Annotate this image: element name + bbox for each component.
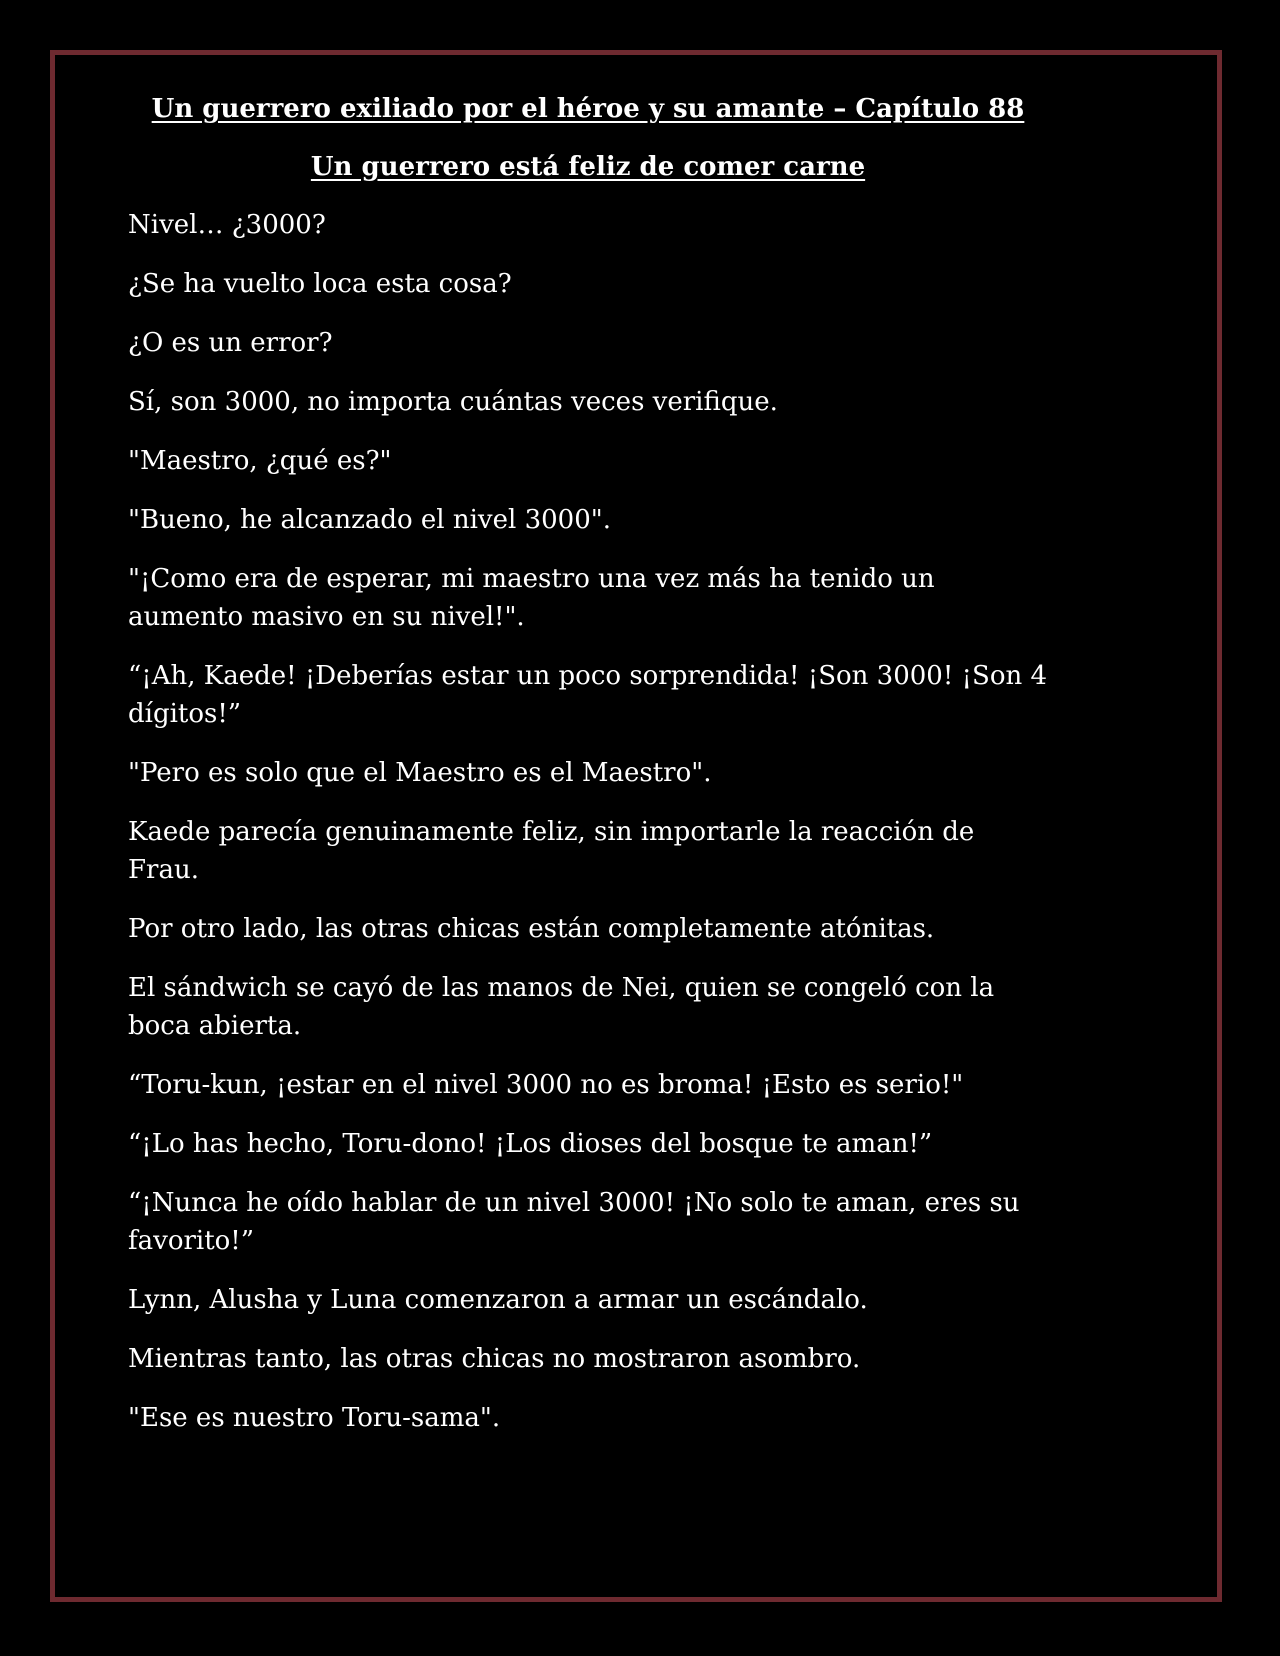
document-body — [128, 90, 1048, 1458]
paragraph: Mientras tanto, las otras chicas no mostraron asombro. — [128, 1344, 861, 1374]
paragraph: “Toru-kun, ¡estar en el nivel 3000 no es broma! ¡Esto es serio!" — [128, 1070, 964, 1100]
paragraph: Sí, son 3000, no importa cuántas veces verifique. — [128, 387, 778, 417]
paragraph: "Maestro, ¿qué es?" — [128, 446, 392, 476]
paragraph: Nivel… ¿3000? — [128, 210, 326, 240]
paragraph: "Pero es solo que el Maestro es el Maestro". — [128, 758, 712, 788]
paragraph: “¡Ah, Kaede! ¡Deberías estar un poco sorprendida! ¡Son 3000! ¡Son 4 dígitos!” — [128, 661, 1048, 729]
chapter-title: Un guerrero exiliado por el héroe y su amante – Capítulo 88 — [151, 94, 1025, 124]
paragraph: ¿O es un error? — [128, 328, 333, 358]
paragraph: Lynn, Alusha y Luna comenzaron a armar un escándalo. — [128, 1285, 868, 1315]
paragraph: "Bueno, he alcanzado el nivel 3000". — [128, 505, 611, 535]
paragraph: “¡Lo has hecho, Toru-dono! ¡Los dioses del bosque te aman!” — [128, 1129, 933, 1159]
paragraph: El sándwich se cayó de las manos de Nei, quien se congeló con la boca abierta. — [128, 973, 995, 1041]
paragraph: "Ese es nuestro Toru-sama". — [128, 1403, 501, 1433]
paragraph: Kaede parecía genuinamente feliz, sin importarle la reacción de Frau. — [128, 817, 975, 885]
paragraph: "¡Como era de esperar, mi maestro una vez más ha tenido un aumento masivo en su nivel!". — [128, 564, 935, 632]
paragraph: Por otro lado, las otras chicas están completamente atónitas. — [128, 914, 935, 944]
paragraph: ¿Se ha vuelto loca esta cosa? — [128, 269, 512, 299]
paragraph: “¡Nunca he oído hablar de un nivel 3000! ¡No solo te aman, eres su favorito!” — [128, 1188, 1020, 1256]
chapter-subtitle: Un guerrero está feliz de comer carne — [310, 152, 866, 182]
